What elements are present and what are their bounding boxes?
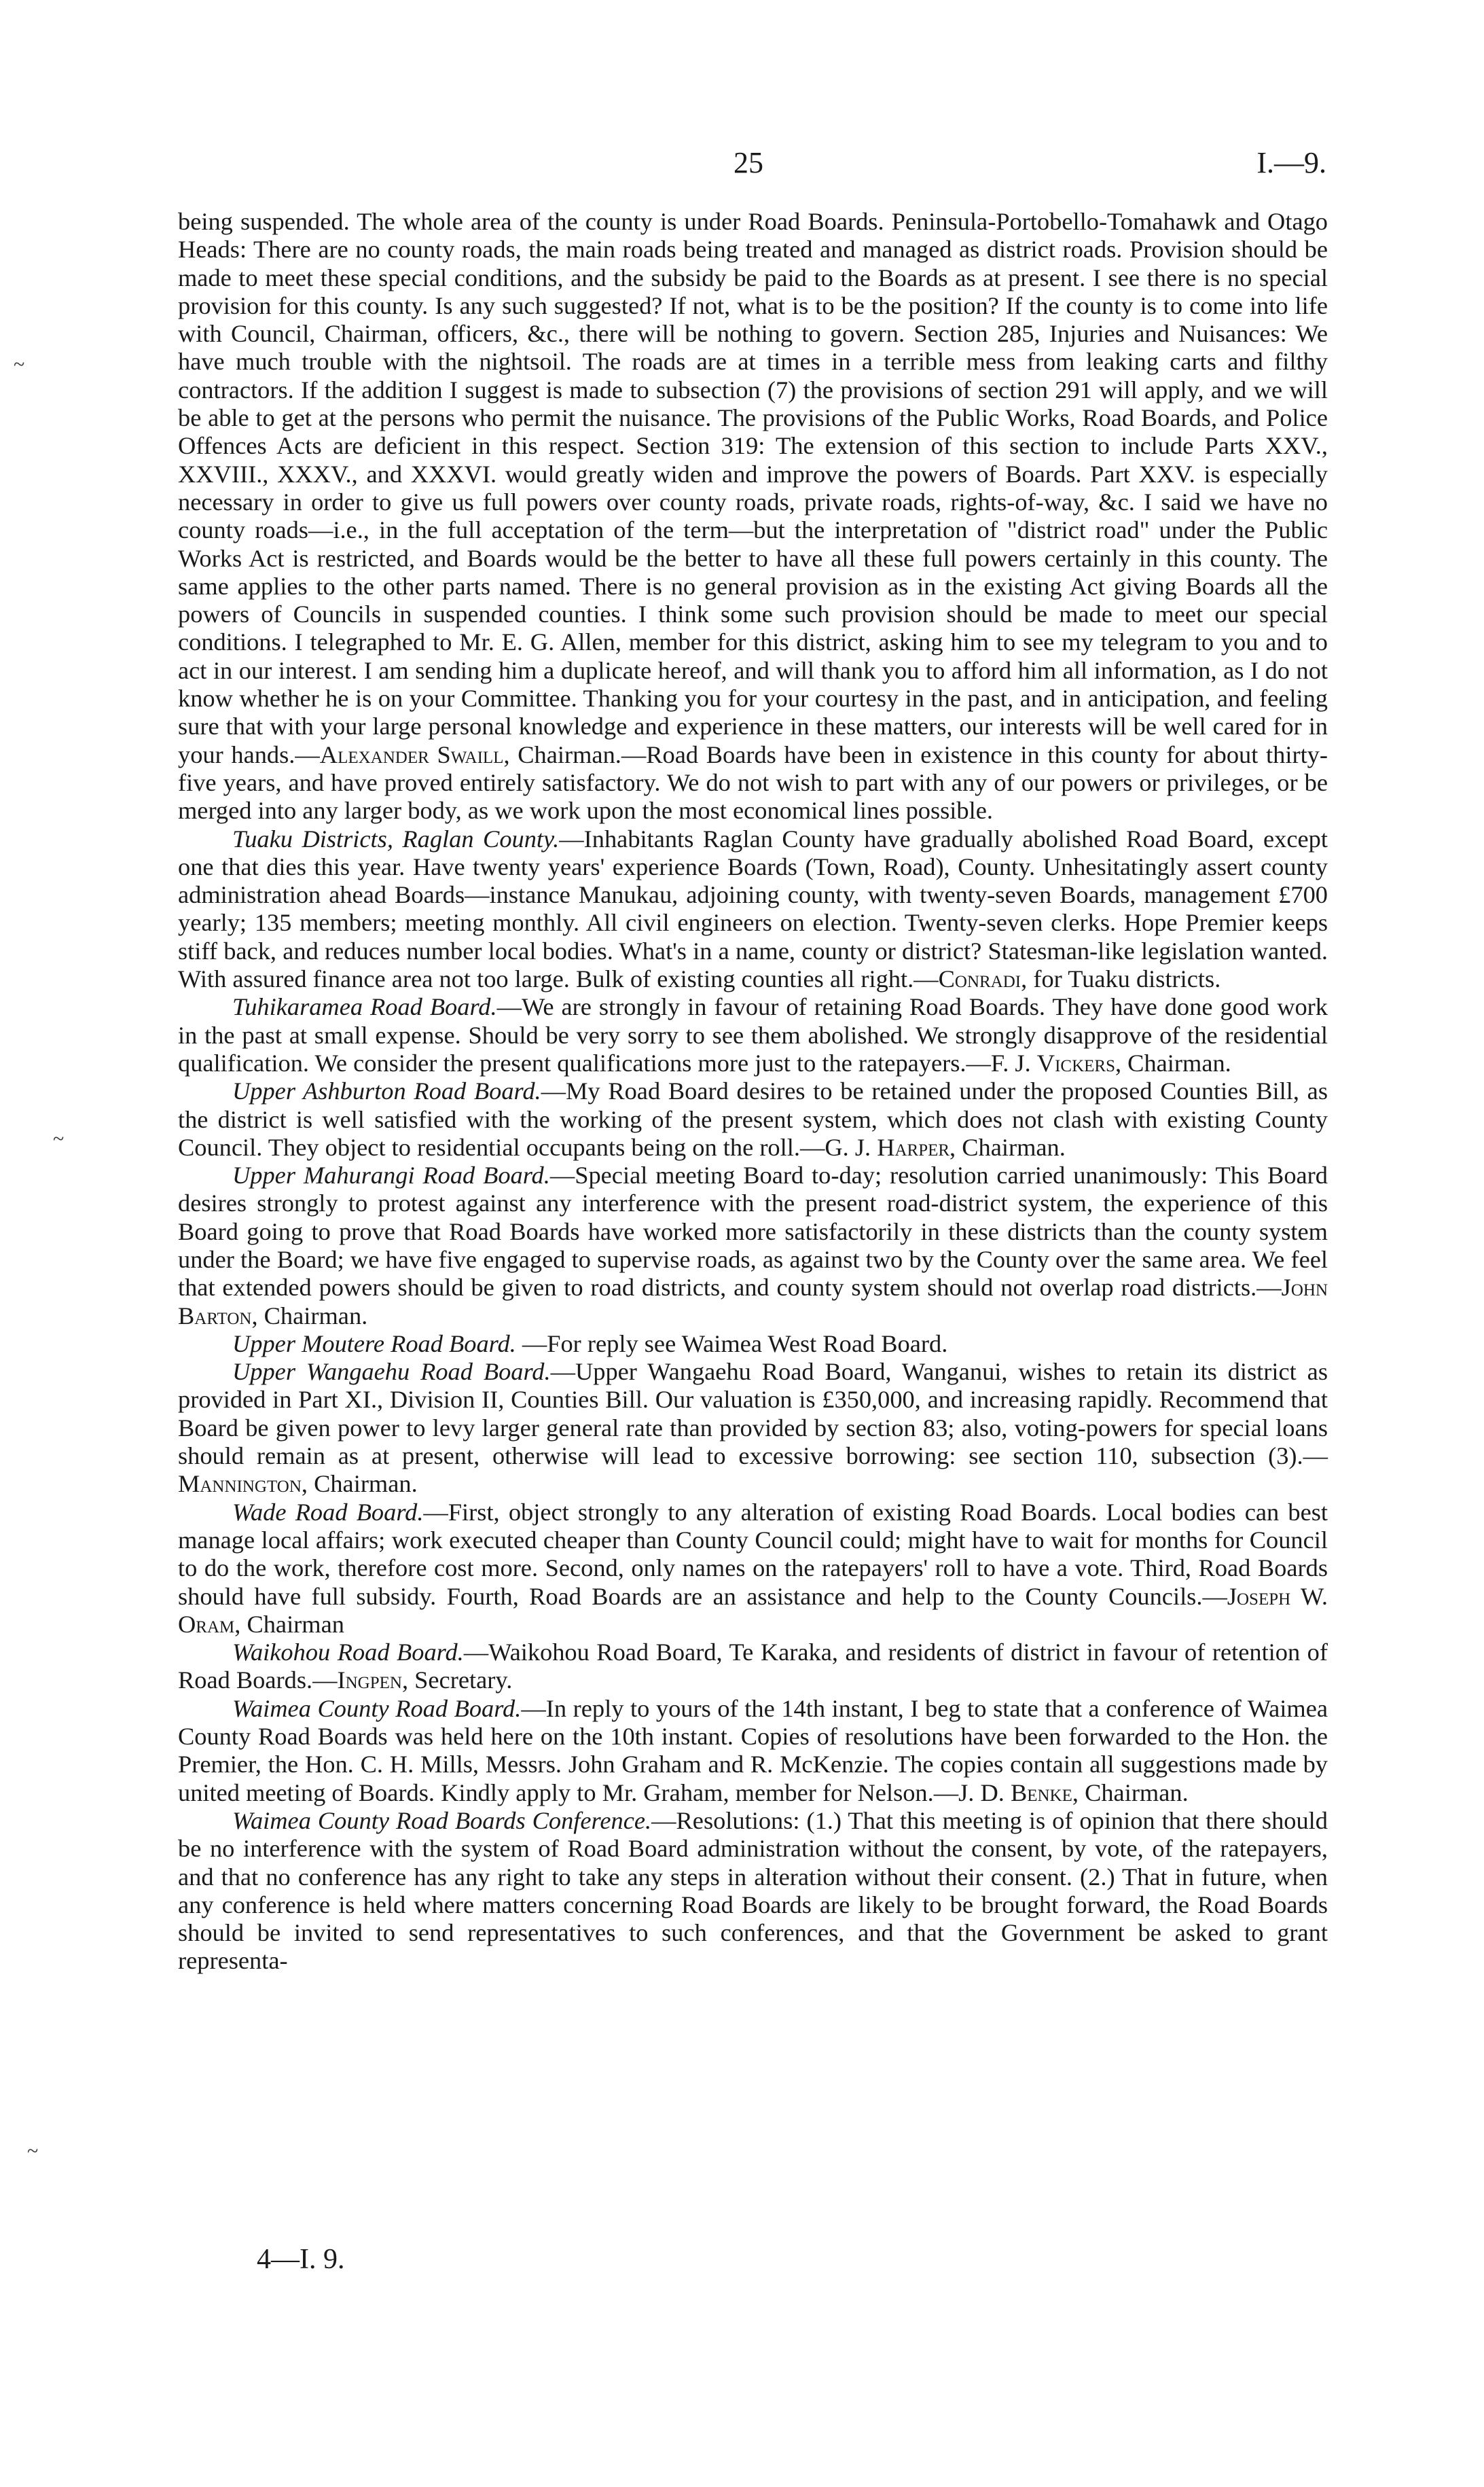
signatory: Vickers xyxy=(1036,1049,1115,1077)
paragraph xyxy=(178,1695,1328,1807)
paragraph xyxy=(178,1639,1328,1695)
entry-title: Upper Mahurangi Road Board. xyxy=(232,1162,550,1189)
page-header xyxy=(0,145,1484,186)
paragraph xyxy=(178,1807,1328,1975)
paragraph xyxy=(178,1358,1328,1498)
signatory: Mannington xyxy=(178,1470,302,1498)
entry-text-after: , Chairman. xyxy=(1115,1049,1231,1077)
paragraph xyxy=(178,1077,1328,1162)
entry-text: —Special meeting Board to-day; resolution carried unanimously: This Board desires strongly to protest against any interference with the present road-district system, the experience of this Board going to prove that Road Boards have worked more satisfactorily in these districts than the county system under the Board; we have five engaged to supervise roads, as against two by the County over the same area. We feel that extended powers should be given to road districts, and county system should not overlap road districts.— xyxy=(178,1162,1328,1302)
entry-text: —Waikohou Road Board, Te Karaka, and residents of district in favour of retention of Road Boards.— xyxy=(178,1639,1328,1694)
entry-text-after: , Chairman xyxy=(234,1610,344,1638)
margin-mark: ~ xyxy=(27,2140,39,2162)
signatory: Conradi xyxy=(938,965,1021,993)
margin-mark: ~ xyxy=(53,1128,65,1150)
entry-text-after: , Chairman. xyxy=(949,1133,1066,1161)
entry-text-after: , for Tuaku districts. xyxy=(1021,965,1221,993)
signatory: Benke xyxy=(1010,1778,1072,1806)
paragraph xyxy=(178,993,1328,1077)
entry-text: —We are strongly in favour of retaining Road Boards. They have done good work in the past at small expense. Should be very sorry to see them abolished. We strongly disapprove of the residential qualification. We consider the present qualifications more just to the ratepayers.—F. J. xyxy=(178,993,1328,1077)
entry-text: —For reply see Waimea West Road Board. xyxy=(515,1329,948,1357)
entry-text: being suspended. The whole area of the county is under Road Boards. Peninsula-Portobello-Tomahawk and Otago Heads: There are no county roads, the main roads being treated and managed as district roads. Provision should be made to meet these special conditions, and the subsidy be paid to the Boards as at present. I see there is no special provision for this county. Is any such suggested? If not, what is to be the position? If the county is to come into life with Council, Chairman, officers, &c., there will be nothing to govern. Section 285, Injuries and Nuisances: We have much trouble with the nightsoil. The roads are at times in a terrible mess from leaking carts and filthy contractors. If the addition I suggest is made to subsection (7) the provisions of section 291 will apply, and we will be able to get at the persons who permit the nuisance. The provisions of the Public Works, Road Boards, and Police Offences Acts are deficient in this respect. Section 319: The extension of this section to include Parts XXV., XXVIII., XXXV., and XXXVI. would greatly widen and improve the powers of Boards. Part XXV. is especially necessary in order to give us full powers over county roads, private roads, rights-of-way, &c. I said we have no county roads—i.e., in the full acceptation of the term—but the interpretation of "district road" under the Public Works Act is restricted, and Boards would be the better to have all these full powers certainly in this county. The same applies to the other parts named. There is no general provision as in the existing Act giving Boards all the powers of Councils in suspended counties. I think some such provision should be made to meet our special conditions. I telegraphed to Mr. E. G. Allen, member for this district, asking him to see my telegram to you and to act in our interest. I am sending him a duplicate hereof, and will thank you to afford him all information, as I do not know whether he is on your Committee. Thanking you for your courtesy in the past, and in anticipation, and feeling sure that with your large personal knowledge and experience in these matters, our interests will be well cared for in your hands.— xyxy=(178,208,1328,768)
paragraph xyxy=(178,208,1328,825)
paragraph xyxy=(178,1162,1328,1330)
page-number: 25 xyxy=(734,146,763,179)
signatory: Joseph W. Oram xyxy=(178,1582,1328,1638)
entry-text: —Upper Wangaehu Road Board, Wanganui, wishes to retain its district as provided in Part XI., Division II, Counties Bill. Our valuation is £350,000, and increasing rapidly. Recommend that Board be given power to levy larger general rate than provided by section 83; also, voting-powers for special loans should remain as at present, otherwise will lead to excessive borrowing: see section 110, subsection (3).— xyxy=(178,1358,1328,1470)
paragraph xyxy=(178,1330,1328,1358)
entry-title: Waimea County Road Board. xyxy=(232,1694,522,1722)
entry-text: —Resolutions: (1.) That this meeting is of opinion that there should be no interference with the system of Road Board administration without the consent, by vote, of the ratepayers, and that no conference has any right to take any steps in alteration without their consent. (2.) That in future, when any conference is held where matters concerning Road Boards are likely to be brought forward, the Road Boards should be invited to send representatives to such conferences, and that the Government be asked to grant representa- xyxy=(178,1806,1328,1975)
entry-title: Upper Ashburton Road Board. xyxy=(232,1077,541,1105)
signatory: John Barton xyxy=(178,1274,1328,1329)
entry-title: Tuhikaramea Road Board. xyxy=(232,993,497,1021)
margin-mark: ~ xyxy=(14,353,25,376)
entry-text: —In reply to yours of the 14th instant, I beg to state that a conference of Waimea County Road Boards was held here on the 10th instant. Copies of resolutions have been forwarded to the Hon. the Premier, the Hon. C. H. Mills, Messrs. John Graham and R. McKenzie. The copies contain all suggestions made by united meeting of Boards. Kindly apply to Mr. Graham, member for Nelson.—J. D. xyxy=(178,1694,1328,1806)
entry-text-after: , Chairman. xyxy=(1072,1778,1189,1806)
paragraph xyxy=(178,825,1328,994)
entry-title: Waikohou Road Board. xyxy=(232,1639,464,1666)
entry-title: Waimea County Road Boards Conference. xyxy=(232,1806,652,1834)
entry-text-after: , Chairman. xyxy=(251,1302,368,1329)
entry-title: Upper Wangaehu Road Board. xyxy=(232,1358,551,1386)
signatory: Ingpen xyxy=(337,1666,402,1694)
paragraph xyxy=(178,1499,1328,1639)
entry-text: —My Road Board desires to be retained under the proposed Counties Bill, as the district is well satisfied with the working of the present system, which does not clash with existing County Council. They object to residential occupants being on the roll.—G. J. xyxy=(178,1077,1328,1161)
signatory: Alexander Swaill xyxy=(319,740,504,768)
document-reference: I.—9. xyxy=(1256,146,1326,179)
sheet-signature: 4—I. 9. xyxy=(257,2244,345,2275)
entry-text: —Inhabitants Raglan County have gradually abolished Road Board, except one that dies this year. Have twenty years' experience Boards (Town, Road), County. Unhesitatingly assert county administration ahead Boards—instance Manukau, adjoining county, with twenty-seven Boards, management £700 yearly; 135 members; meeting monthly. All civil engineers on election. Twenty-seven clerks. Hope Premier keeps stiff back, and reduces number local bodies. What's in a name, county or district? Statesman-like legislation wanted. With assured finance area not too large. Bulk of existing counties all right.— xyxy=(178,825,1328,993)
entry-text-after: , Chairman. xyxy=(301,1470,418,1498)
entry-title: Upper Moutere Road Board. xyxy=(232,1329,516,1357)
body-text xyxy=(178,208,1328,1975)
entry-text: —First, object strongly to any alteration of existing Road Boards. Local bodies can best manage local affairs; work executed cheaper than County Council could; might have to wait for months for Council to do the work, therefore cost more. Second, only names on the ratepayers' roll to have a vote. Third, Road Boards should have full subsidy. Fourth, Road Boards are an assistance and help to the County Councils.— xyxy=(178,1498,1328,1610)
entry-title: Tuaku Districts, Raglan County. xyxy=(232,825,560,853)
entry-title: Wade Road Board. xyxy=(232,1498,424,1526)
entry-text-after: , Secretary. xyxy=(401,1666,513,1694)
signatory: Harper xyxy=(877,1133,950,1161)
entry-text-after: , Chairman.—Road Boards have been in existence in this county for about thirty-five years, and have proved entirely satisfactory. We do not wish to part with any of our powers or privileges, or be merged into any larger body, as we work upon the most economical lines possible. xyxy=(178,740,1328,825)
